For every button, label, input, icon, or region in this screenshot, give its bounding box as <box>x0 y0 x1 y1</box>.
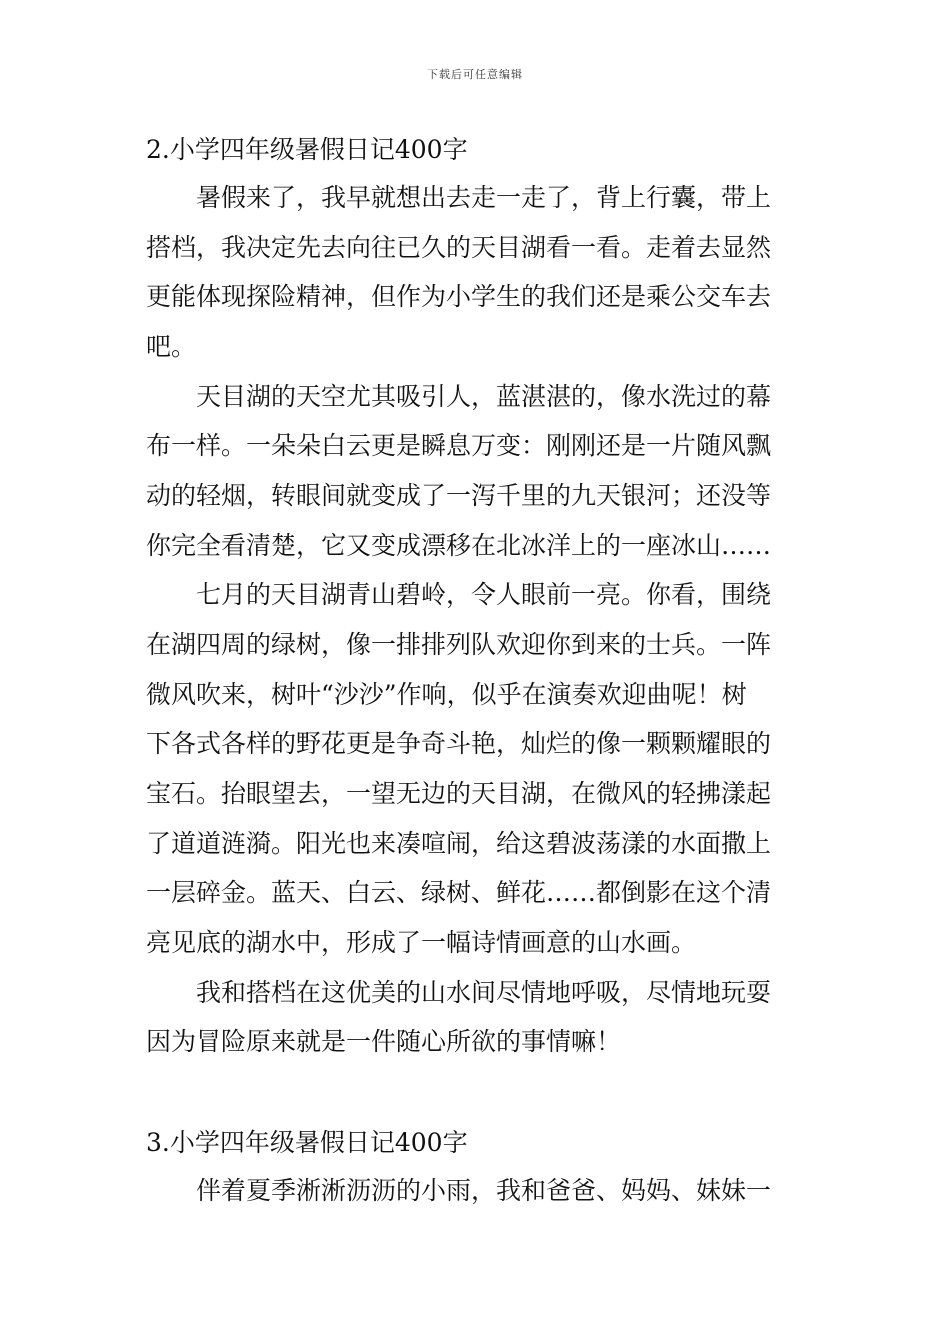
section-heading: 2.小学四年级暑假日记400字 <box>146 135 468 164</box>
paragraph-line: 暑假来了，我早就想出去走一走了，背上行囊，带上 <box>196 183 772 212</box>
paragraph-line: 天目湖的天空尤其吸引人，蓝湛湛的，像水洗过的幕 <box>196 382 772 411</box>
paragraph-line: 下各式各样的野花更是争奇斗艳，灿烂的像一颗颗耀眼的 <box>146 729 772 758</box>
paragraph-line: 你完全看清楚，它又变成漂移在北冰洋上的一座冰山…… <box>146 531 772 560</box>
paragraph-line: 宝石。抬眼望去，一望无边的天目湖，在微风的轻拂漾起 <box>146 779 772 808</box>
paragraph-line: 吧。 <box>146 332 197 361</box>
paragraph-line: 了道道涟漪。阳光也来凑喧闹，给这碧波荡漾的水面撒上 <box>146 829 772 858</box>
paragraph-line: 搭档，我决定先去向往已久的天目湖看一看。走着去显然 <box>146 233 772 262</box>
paragraph-line: 一层碎金。蓝天、白云、绿树、鲜花……都倒影在这个清 <box>146 878 772 907</box>
paragraph-line: 亮见底的湖水中，形成了一幅诗情画意的山水画。 <box>146 928 697 957</box>
paragraph-line: 布一样。一朵朵白云更是瞬息万变：刚刚还是一片随风飘 <box>146 431 772 460</box>
paragraph-line: 因为冒险原来就是一件随心所欲的事情嘛！ <box>146 1027 622 1056</box>
paragraph-line: 我和搭档在这优美的山水间尽情地呼吸，尽情地玩耍 <box>196 978 772 1007</box>
paragraph-line: 伴着夏季淅淅沥沥的小雨，我和爸爸、妈妈、妹妹一 <box>196 1176 772 1205</box>
paragraph-line: 动的轻烟，转眼间就变成了一泻千里的九天银河；还没等 <box>146 481 772 510</box>
paragraph-line: 微风吹来，树叶“沙沙”作响，似乎在演奏欢迎曲呢！树 <box>146 680 747 709</box>
paragraph-line: 七月的天目湖青山碧岭，令人眼前一亮。你看，围绕 <box>196 580 772 609</box>
section-heading: 3.小学四年级暑假日记400字 <box>146 1128 468 1157</box>
page-header-note: 下载后可任意编辑 <box>427 68 523 81</box>
paragraph-line: 在湖四周的绿树，像一排排列队欢迎你到来的士兵。一阵 <box>146 630 772 659</box>
paragraph-line: 更能体现探险精神，但作为小学生的我们还是乘公交车去 <box>146 282 772 311</box>
